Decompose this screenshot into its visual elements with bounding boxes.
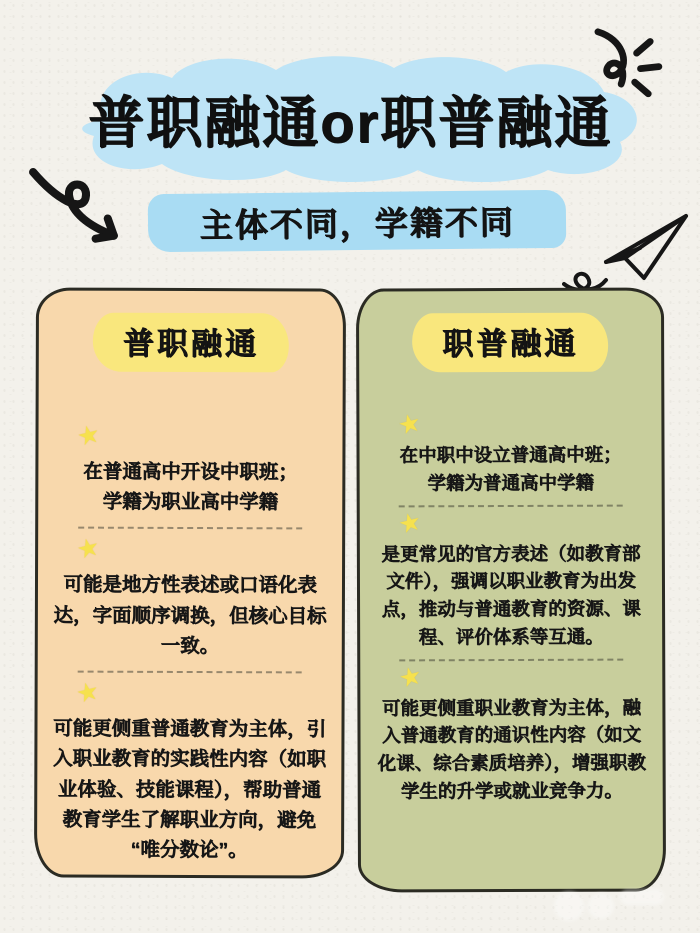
card-title: 普职融通 bbox=[122, 325, 259, 362]
dashed-divider bbox=[399, 504, 622, 507]
card-item: 可能是地方性表述或口语化表达，字面顺序调换，但核心目标一致。 bbox=[53, 573, 327, 657]
star-icon: ★ bbox=[73, 676, 102, 710]
card-item: 可能更侧重职业教育为主体，融入普通教育的通识性内容（如文化课、综合素质培养），增强职教学生的升学或就业竞争力。 bbox=[377, 696, 646, 802]
watermark bbox=[536, 883, 686, 927]
star-icon: ★ bbox=[74, 419, 103, 452]
card-item: 在普通高中开设中职班； 学籍为职业高中学籍 bbox=[83, 460, 298, 514]
star-icon: ★ bbox=[396, 660, 425, 694]
dashed-divider bbox=[77, 671, 302, 674]
card-zhipu-rongtong bbox=[356, 287, 666, 892]
curly-arrow-icon bbox=[22, 166, 140, 272]
star-icon: ★ bbox=[395, 408, 424, 441]
card-item: 是更常见的官方表述（如教育部文件），强调以职业教育为出发点，推动与普通教育的资源、课程、评价体系等互通。 bbox=[381, 542, 641, 648]
card-title: 职普融通 bbox=[442, 325, 579, 362]
card-title-highlight bbox=[412, 313, 608, 373]
page-subtitle bbox=[148, 190, 567, 252]
card-item: 在中职中设立普通高中班； 学籍为普通高中学籍 bbox=[399, 443, 622, 494]
dashed-divider bbox=[78, 527, 303, 530]
card-title-highlight bbox=[93, 313, 289, 373]
card-item: 可能更侧重普通教育为主体，引入职业教育的实践性内容（如职业体验、技能课程），帮助普通教育学生了解职业方向，避免“唯分数论”。 bbox=[52, 717, 327, 862]
star-icon: ★ bbox=[73, 532, 103, 566]
page-title: 普职融通or职普融通 bbox=[88, 91, 612, 154]
page-subtitle-text: 主体不同，学籍不同 bbox=[199, 202, 515, 244]
star-icon: ★ bbox=[395, 506, 425, 540]
dashed-divider bbox=[400, 658, 623, 661]
card-puzhi-rongtong bbox=[34, 287, 346, 878]
